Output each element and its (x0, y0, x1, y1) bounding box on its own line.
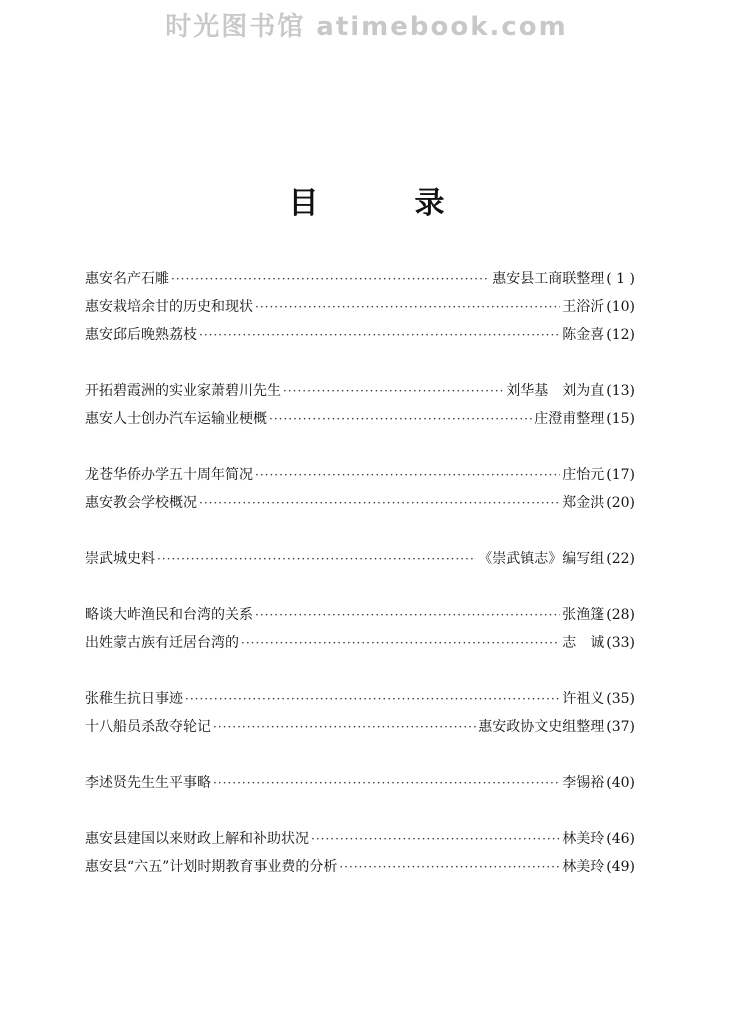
entry-title: 出姓蒙古族有迁居台湾的 (85, 635, 239, 651)
entry-page: (13) (606, 383, 635, 399)
entry-title: 惠安县建国以来财政上解和补助状况 (85, 831, 309, 847)
entry-author: 张渔篷 (562, 607, 605, 623)
entry-page: (17) (606, 467, 635, 483)
entry-author: 林美玲 (562, 859, 605, 875)
dot-leader (199, 496, 560, 510)
dot-leader (269, 412, 532, 426)
dot-leader (255, 468, 560, 482)
entry-page: (37) (606, 719, 635, 735)
entry-title: 张稚生抗日事迹 (85, 691, 183, 707)
toc-group (85, 772, 635, 800)
entry-title: 惠安栽培余甘的历史和现状 (85, 299, 253, 315)
entry-title: 惠安教会学校概况 (85, 495, 197, 511)
entry-page: (49) (606, 859, 635, 875)
toc-entry (85, 408, 635, 436)
entry-title: 惠安县“六五”计划时期教育事业费的分析 (85, 859, 338, 875)
toc-entry (85, 772, 635, 800)
entry-author: 李锡裕 (562, 775, 605, 791)
toc-group (85, 828, 635, 884)
toc-entry (85, 828, 635, 856)
dot-leader (241, 636, 560, 650)
entry-title: 惠安邱后晚熟荔枝 (85, 327, 197, 343)
toc-entry (85, 492, 635, 520)
dot-leader (255, 300, 560, 314)
title-char: 录 (414, 186, 445, 221)
entry-author: 郑金洪 (562, 495, 605, 511)
dot-leader (339, 860, 560, 874)
entry-author: 刘华基 刘为直 (506, 383, 605, 399)
entry-author: 陈金喜 (562, 327, 605, 343)
toc-group (85, 688, 635, 744)
dot-leader (213, 720, 476, 734)
entry-author: 志 诚 (562, 635, 605, 651)
toc-entry (85, 380, 635, 408)
toc-group (85, 380, 635, 436)
entry-page: (12) (606, 327, 635, 343)
entry-page: (28) (606, 607, 635, 623)
toc-entry (85, 688, 635, 716)
entry-author: 庄怡元 (562, 467, 605, 483)
toc-group (85, 464, 635, 520)
entry-author: 惠安县工商联整理 (492, 271, 605, 287)
watermark: 时光图书馆 atimebook.com (165, 12, 568, 42)
entry-author: 《崇武镇志》编写组 (478, 551, 605, 567)
dot-leader (283, 384, 504, 398)
entry-author: 惠安政协文史组整理 (478, 719, 605, 735)
entry-page: (15) (606, 411, 635, 427)
entry-author: 庄澄甫整理 (534, 411, 605, 427)
toc-entry (85, 604, 635, 632)
toc-group (85, 268, 635, 352)
dot-leader (213, 776, 560, 790)
toc-entry (85, 548, 635, 576)
entry-title: 惠安名产石雕 (85, 271, 169, 287)
dot-leader (311, 832, 560, 846)
entry-title: 开拓碧霞洲的实业家萧碧川先生 (85, 383, 281, 399)
toc-entry (85, 464, 635, 492)
dot-leader (171, 272, 490, 286)
entry-title: 十八船员杀敌夺轮记 (85, 719, 211, 735)
entry-page: (40) (606, 775, 635, 791)
entry-page: (20) (606, 495, 635, 511)
dot-leader (185, 692, 560, 706)
toc-entry (85, 632, 635, 660)
entry-page: ( 1 ) (606, 271, 635, 287)
toc-group (85, 548, 635, 576)
entry-page: (35) (606, 691, 635, 707)
entry-page: (33) (606, 635, 635, 651)
entry-page: (10) (606, 299, 635, 315)
entry-title: 略谈大岞渔民和台湾的关系 (85, 607, 253, 623)
entry-title: 李述贤先生生平事略 (85, 775, 211, 791)
entry-author: 王浴沂 (562, 299, 605, 315)
dot-leader (255, 608, 560, 622)
toc-entry (85, 324, 635, 352)
entry-author: 许祖义 (562, 691, 605, 707)
toc-entry (85, 716, 635, 744)
dot-leader (157, 552, 476, 566)
entry-page: (46) (606, 831, 635, 847)
table-of-contents (85, 268, 635, 912)
toc-group (85, 604, 635, 660)
dot-leader (199, 328, 560, 342)
entry-title: 惠安人士创办汽车运输业梗概 (85, 411, 267, 427)
entry-title: 崇武城史料 (85, 551, 155, 567)
entry-title: 龙苍华侨办学五十周年简况 (85, 467, 253, 483)
entry-author: 林美玲 (562, 831, 605, 847)
toc-entry (85, 268, 635, 296)
toc-entry (85, 856, 635, 884)
toc-entry (85, 296, 635, 324)
page-title (0, 178, 733, 222)
title-char: 目 (288, 186, 319, 221)
entry-page: (22) (606, 551, 635, 567)
